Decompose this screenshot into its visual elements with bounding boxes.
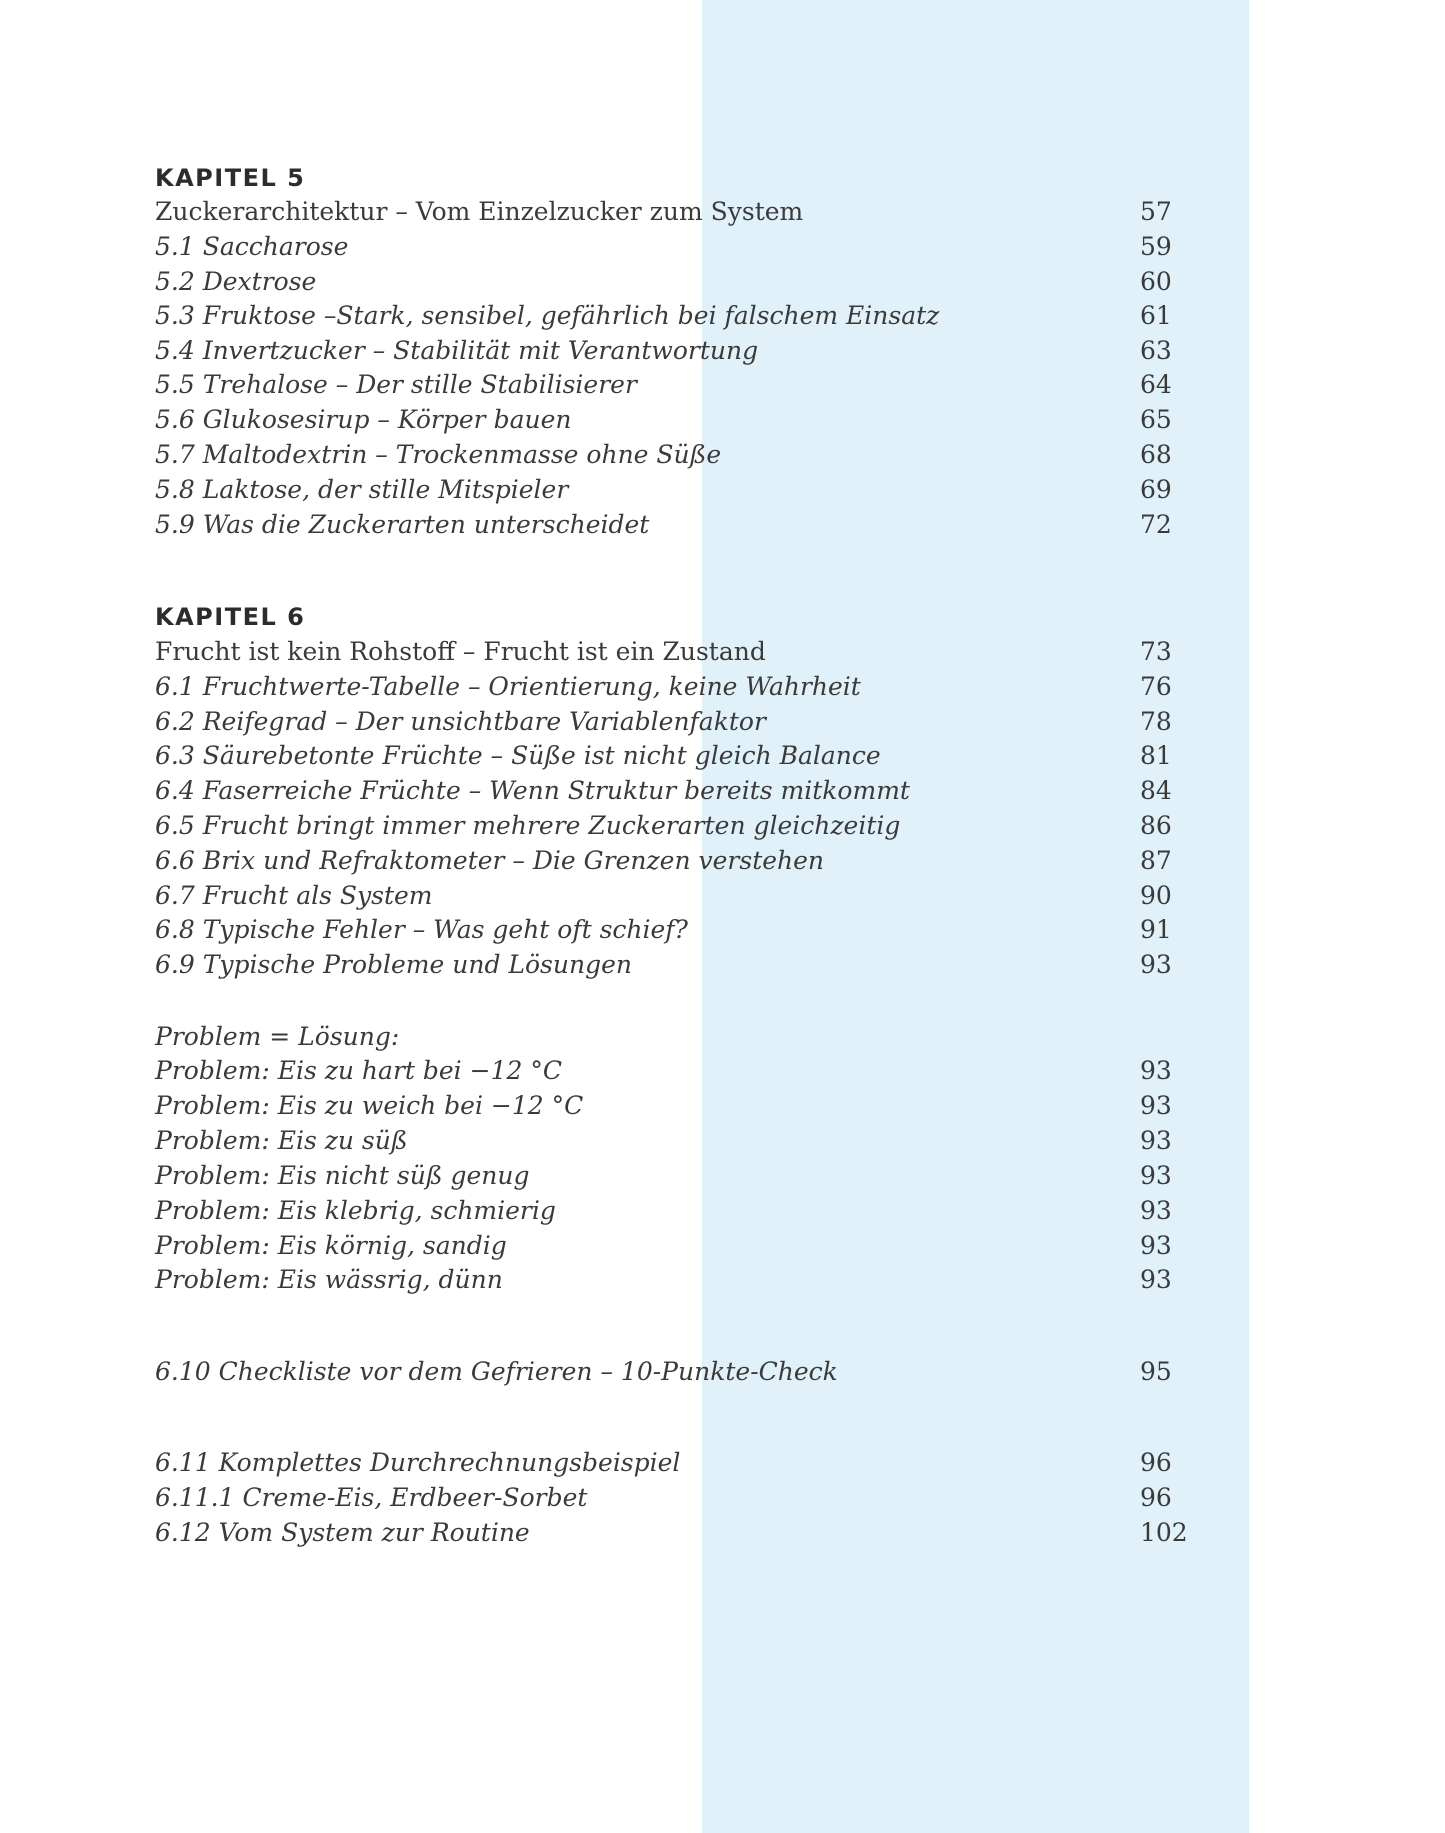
toc-entry[interactable] [155, 229, 1255, 264]
entry-page: 93 [1140, 1161, 1172, 1190]
entry-title: 6.10 Checkliste vor dem Gefrieren – 10-Punkte-Check [155, 1357, 838, 1386]
entry-title: Zuckerarchitektur – Vom Einzelzucker zum System [155, 197, 804, 226]
chapter-6-title-row[interactable] [155, 634, 1255, 669]
entry-page: 63 [1140, 336, 1172, 365]
entry-title: 6.5 Frucht bringt immer mehrere Zuckerarten gleichzeitig [155, 811, 901, 840]
chapter-5-title-row[interactable] [155, 194, 1255, 229]
entry-title: Problem: Eis zu hart bei −12 °C [155, 1056, 562, 1085]
entry-title: 5.5 Trehalose – Der stille Stabilisierer [155, 370, 637, 399]
entry-page: 59 [1140, 232, 1172, 261]
toc-entry[interactable] [155, 669, 1255, 704]
entry-page: 81 [1140, 741, 1172, 770]
toc-entry[interactable] [155, 333, 1255, 368]
entry-title: 6.12 Vom System zur Routine [155, 1518, 530, 1547]
entry-title: 6.8 Typische Fehler – Was geht oft schief? [155, 915, 688, 944]
entry-page: 86 [1140, 811, 1172, 840]
entry-page: 87 [1140, 846, 1172, 875]
entry-page: 93 [1140, 1126, 1172, 1155]
entry-page: 64 [1140, 370, 1172, 399]
chapter-5-label: KAPITEL 5 [155, 164, 306, 192]
entry-title: 5.2 Dextrose [155, 267, 317, 296]
entry-title: Problem: Eis zu süß [155, 1126, 408, 1155]
entry-title: 6.4 Faserreiche Früchte – Wenn Struktur bereits mitkommt [155, 776, 910, 805]
entry-page: 96 [1140, 1483, 1172, 1512]
toc-entry[interactable] [155, 1445, 1255, 1480]
entry-page: 91 [1140, 915, 1172, 944]
entry-page: 93 [1140, 1265, 1172, 1294]
toc-entry[interactable] [155, 402, 1255, 437]
entry-page: 93 [1140, 950, 1172, 979]
toc-entry[interactable] [155, 704, 1255, 739]
toc-entry[interactable] [155, 1515, 1255, 1550]
entry-title: 6.3 Säurebetonte Früchte – Süße ist nicht gleich Balance [155, 741, 881, 770]
toc-entry[interactable] [155, 912, 1255, 947]
entry-page: 93 [1140, 1056, 1172, 1085]
toc-entry[interactable] [155, 437, 1255, 472]
entry-page: 96 [1140, 1448, 1172, 1477]
problem-entry[interactable] [155, 1228, 1255, 1263]
entry-page: 68 [1140, 440, 1172, 469]
entry-title: 5.9 Was die Zuckerarten unterscheidet [155, 510, 650, 539]
toc-entry[interactable] [155, 773, 1255, 808]
entry-page: 84 [1140, 776, 1172, 805]
checklist-entry[interactable] [155, 1354, 1255, 1389]
entry-page: 93 [1140, 1231, 1172, 1260]
entry-page: 90 [1140, 881, 1172, 910]
entry-page: 61 [1140, 301, 1172, 330]
entry-title: Problem: Eis wässrig, dünn [155, 1265, 503, 1294]
toc-entry[interactable] [155, 367, 1255, 402]
entry-title: 5.8 Laktose, der stille Mitspieler [155, 475, 569, 504]
problems-heading-text: Problem = Lösung: [155, 1022, 400, 1051]
entry-page: 73 [1140, 637, 1172, 666]
entry-title: 6.2 Reifegrad – Der unsichtbare Variablenfaktor [155, 707, 766, 736]
entry-title: 5.7 Maltodextrin – Trockenmasse ohne Süße [155, 440, 722, 469]
toc-entry[interactable] [155, 878, 1255, 913]
toc-entry[interactable] [155, 843, 1255, 878]
entry-page: 76 [1140, 672, 1172, 701]
entry-page: 72 [1140, 510, 1172, 539]
entry-title: 5.1 Saccharose [155, 232, 349, 261]
entry-page: 60 [1140, 267, 1172, 296]
entry-title: Problem: Eis körnig, sandig [155, 1231, 507, 1260]
entry-title: Problem: Eis klebrig, schmierig [155, 1196, 556, 1225]
entry-title: 6.11 Komplettes Durchrechnungsbeispiel [155, 1448, 681, 1477]
entry-page: 65 [1140, 405, 1172, 434]
entry-page: 93 [1140, 1196, 1172, 1225]
toc-entry[interactable] [155, 298, 1255, 333]
problem-entry[interactable] [155, 1053, 1255, 1088]
toc-entry[interactable] [155, 472, 1255, 507]
problem-entry[interactable] [155, 1158, 1255, 1193]
problem-entry[interactable] [155, 1193, 1255, 1228]
entry-page: 95 [1140, 1357, 1172, 1386]
entry-title: Problem: Eis nicht süß genug [155, 1161, 530, 1190]
toc-entry[interactable] [155, 947, 1255, 982]
entry-title: 6.9 Typische Probleme und Lösungen [155, 950, 632, 979]
entry-title: 6.6 Brix und Refraktometer – Die Grenzen verstehen [155, 846, 825, 875]
toc-entry[interactable] [155, 808, 1255, 843]
entry-title: 5.4 Invertzucker – Stabilität mit Verantwortung [155, 336, 759, 365]
entry-title: 5.6 Glukosesirup – Körper bauen [155, 405, 572, 434]
entry-title: 6.7 Frucht als System [155, 881, 433, 910]
entry-page: 102 [1140, 1518, 1188, 1547]
entry-title: 5.3 Fruktose –Stark, sensibel, gefährlich bei falschem Einsatz [155, 301, 940, 330]
entry-page: 93 [1140, 1091, 1172, 1120]
entry-page: 57 [1140, 197, 1172, 226]
chapter-6-label: KAPITEL 6 [155, 603, 306, 631]
toc-entry[interactable] [155, 1480, 1255, 1515]
problems-heading [155, 1019, 1255, 1054]
problem-entry[interactable] [155, 1262, 1255, 1297]
problem-entry[interactable] [155, 1088, 1255, 1123]
toc-entry[interactable] [155, 264, 1255, 299]
entry-title: 6.11.1 Creme-Eis, Erdbeer-Sorbet [155, 1483, 588, 1512]
toc-entry[interactable] [155, 738, 1255, 773]
toc-entry[interactable] [155, 507, 1255, 542]
entry-page: 69 [1140, 475, 1172, 504]
entry-page: 78 [1140, 707, 1172, 736]
entry-title: Problem: Eis zu weich bei −12 °C [155, 1091, 584, 1120]
entry-title: Frucht ist kein Rohstoff – Frucht ist ein Zustand [155, 637, 766, 666]
entry-title: 6.1 Fruchtwerte-Tabelle – Orientierung, keine Wahrheit [155, 672, 861, 701]
problem-entry[interactable] [155, 1123, 1255, 1158]
